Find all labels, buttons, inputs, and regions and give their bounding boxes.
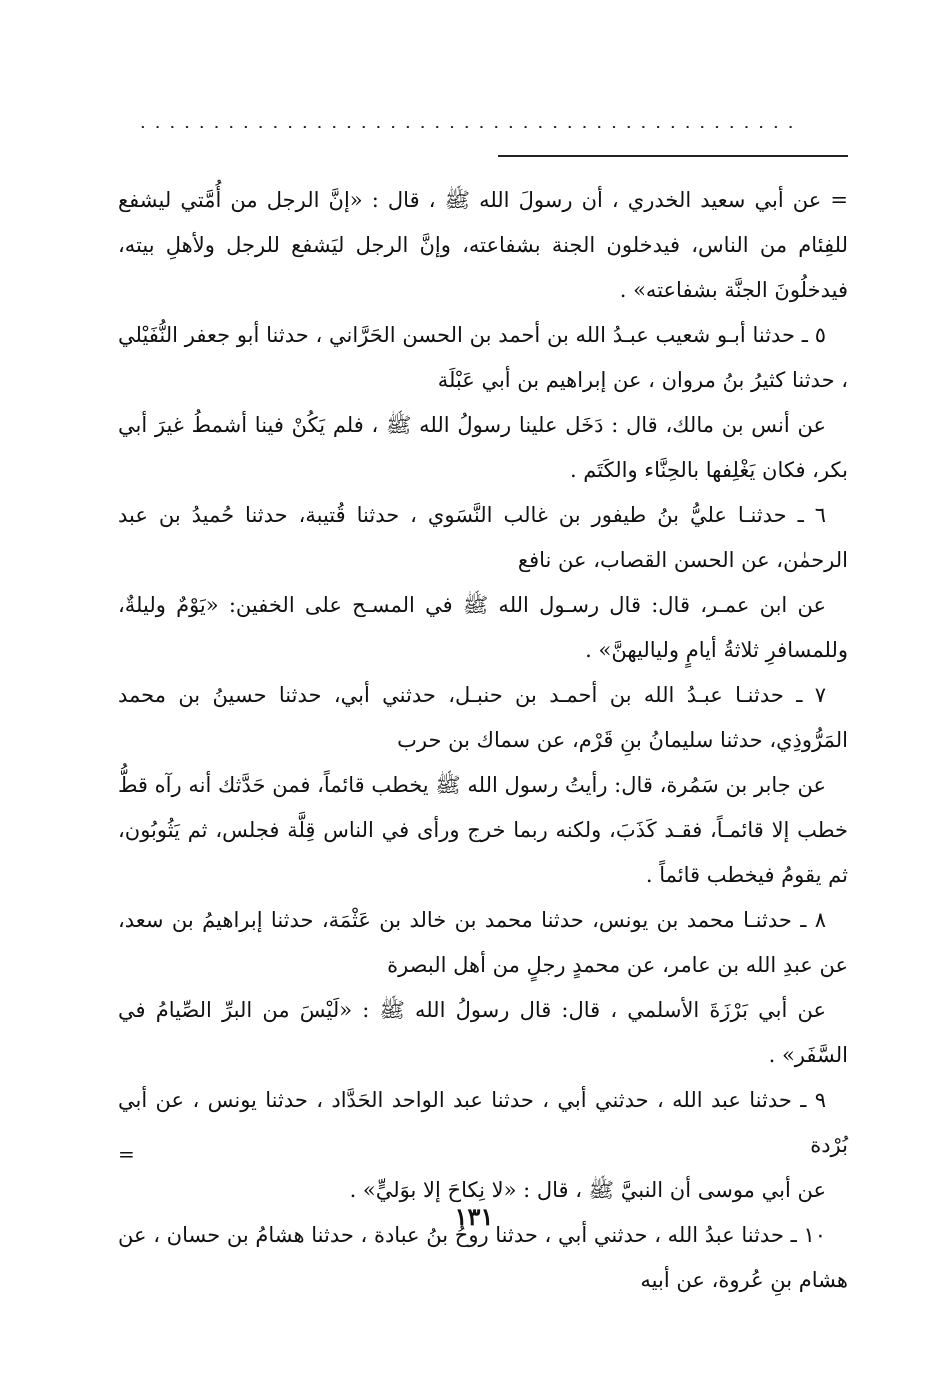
footnote-separator-rule	[498, 155, 848, 157]
hadith-text-paragraph: عن أبي موسى أن النبيَّ ﷺ ، قال : «لا نِكاحَ إلا بوَليٍّ» .	[349, 1178, 826, 1202]
isnad-paragraph: ٩ ـ حدثنا عبد الله ، حدثني أبي ، حدثنا عبد الواحد الحَدَّاد ، حدثنا يونس ، عن أبي بُرْدة	[118, 1088, 848, 1157]
continued-text-paragraph: = عن أبي سعيد الخدري ، أن رسولَ الله ﷺ ، قال : «إنَّ الرجل من أُمَّتي ليشفع للفِئام من الناس، فيدخلون الجنة بشفاعته، وإنَّ الرجل ليَشفع للرجل ولأهلِ بيته، فيدخلُونَ الجنَّة بشفاعته» .	[118, 188, 848, 302]
hadith-text-paragraph: عن ابن عمـر، قال: قال رسـول الله ﷺ في المسـح على الخفين: «يَوْمٌ وليلةٌ، وللمسافرِ ثلاثةُ أيامٍ ولياليهنَّ» .	[118, 593, 848, 662]
isnad-paragraph: ٨ ـ حدثنـا محمد بن يونس، حدثنا محمد بن خالد بن عَثْمَة، حدثنا إبراهيمُ بن سعد، عن عبدِ الله بن عامر، عن محمدٍ رجلٍ من أهل البصرة	[118, 908, 848, 977]
continuation-mark: =	[118, 1142, 135, 1166]
isnad-paragraph: ٥ ـ حدثنا أبـو شعيب عبـدُ الله بن أحمد بن الحسن الحَرَّاني ، حدثنا أبو جعفر النُّفَيْلي ، حدثنا كثيرُ بنُ مروان ، عن إبراهيم بن أبي عَبْلَة	[118, 323, 848, 392]
hadith-text-paragraph: عن أنس بن مالك، قال : دَخَل علينا رسولُ الله ﷺ ، فلم يَكُنْ فينا أشمطُ غيرَ أبي بكر، فكان يَغْلِفها بالحِنَّاء والكَتَم .	[118, 413, 848, 482]
isnad-paragraph: ٦ ـ حدثنـا عليُّ بنُ طيفور بن غالب النَّسَوي ، حدثنا قُتيبة، حدثنا حُميدُ بن عبد الرحمٰن، عن الحسن القصاب، عن نافع	[118, 503, 848, 572]
hadith-text-paragraph: عن جابر بن سَمُرة، قال: رأيتُ رسول الله ﷺ يخطب قائماً، فمن حَدَّثك أنه رآه قطُّ خطب إلا قائمـاً، فقـد كَذَبَ، ولكنه ربما خرج ورأى في الناس قِلَّة فجلس، ثم يَثُوبُون، ثم يقومُ فيخطب قائماً .	[118, 773, 848, 887]
isnad-paragraph: ٧ ـ حدثنـا عبـدُ الله بن أحمـد بن حنبـل، حدثني أبي، حدثنا حسينُ بن محمد المَرُّوذِي، حدثنا سليمانُ بنِ قَرْم، عن سماك بن حرب	[118, 683, 848, 752]
page-number: ١٣١	[454, 1202, 494, 1231]
hadith-text-paragraph: عن أبي بَرْزَةَ الأسلمي ، قال: قال رسولُ الله ﷺ : «لَيْسَ من البرِّ الصِّيامُ في السَّفَر» .	[118, 998, 848, 1067]
header-dotted-line: .............................................	[140, 112, 803, 128]
isnad-paragraph: ١٠ ـ حدثنا عبدُ الله ، حدثني أبي ، حدثنا روحُ بنُ عبادة ، حدثنا هشامُ بن حسان ، عن هشام بنِ عُروة، عن أبيه	[118, 1223, 848, 1292]
page-body-text	[118, 178, 848, 1303]
